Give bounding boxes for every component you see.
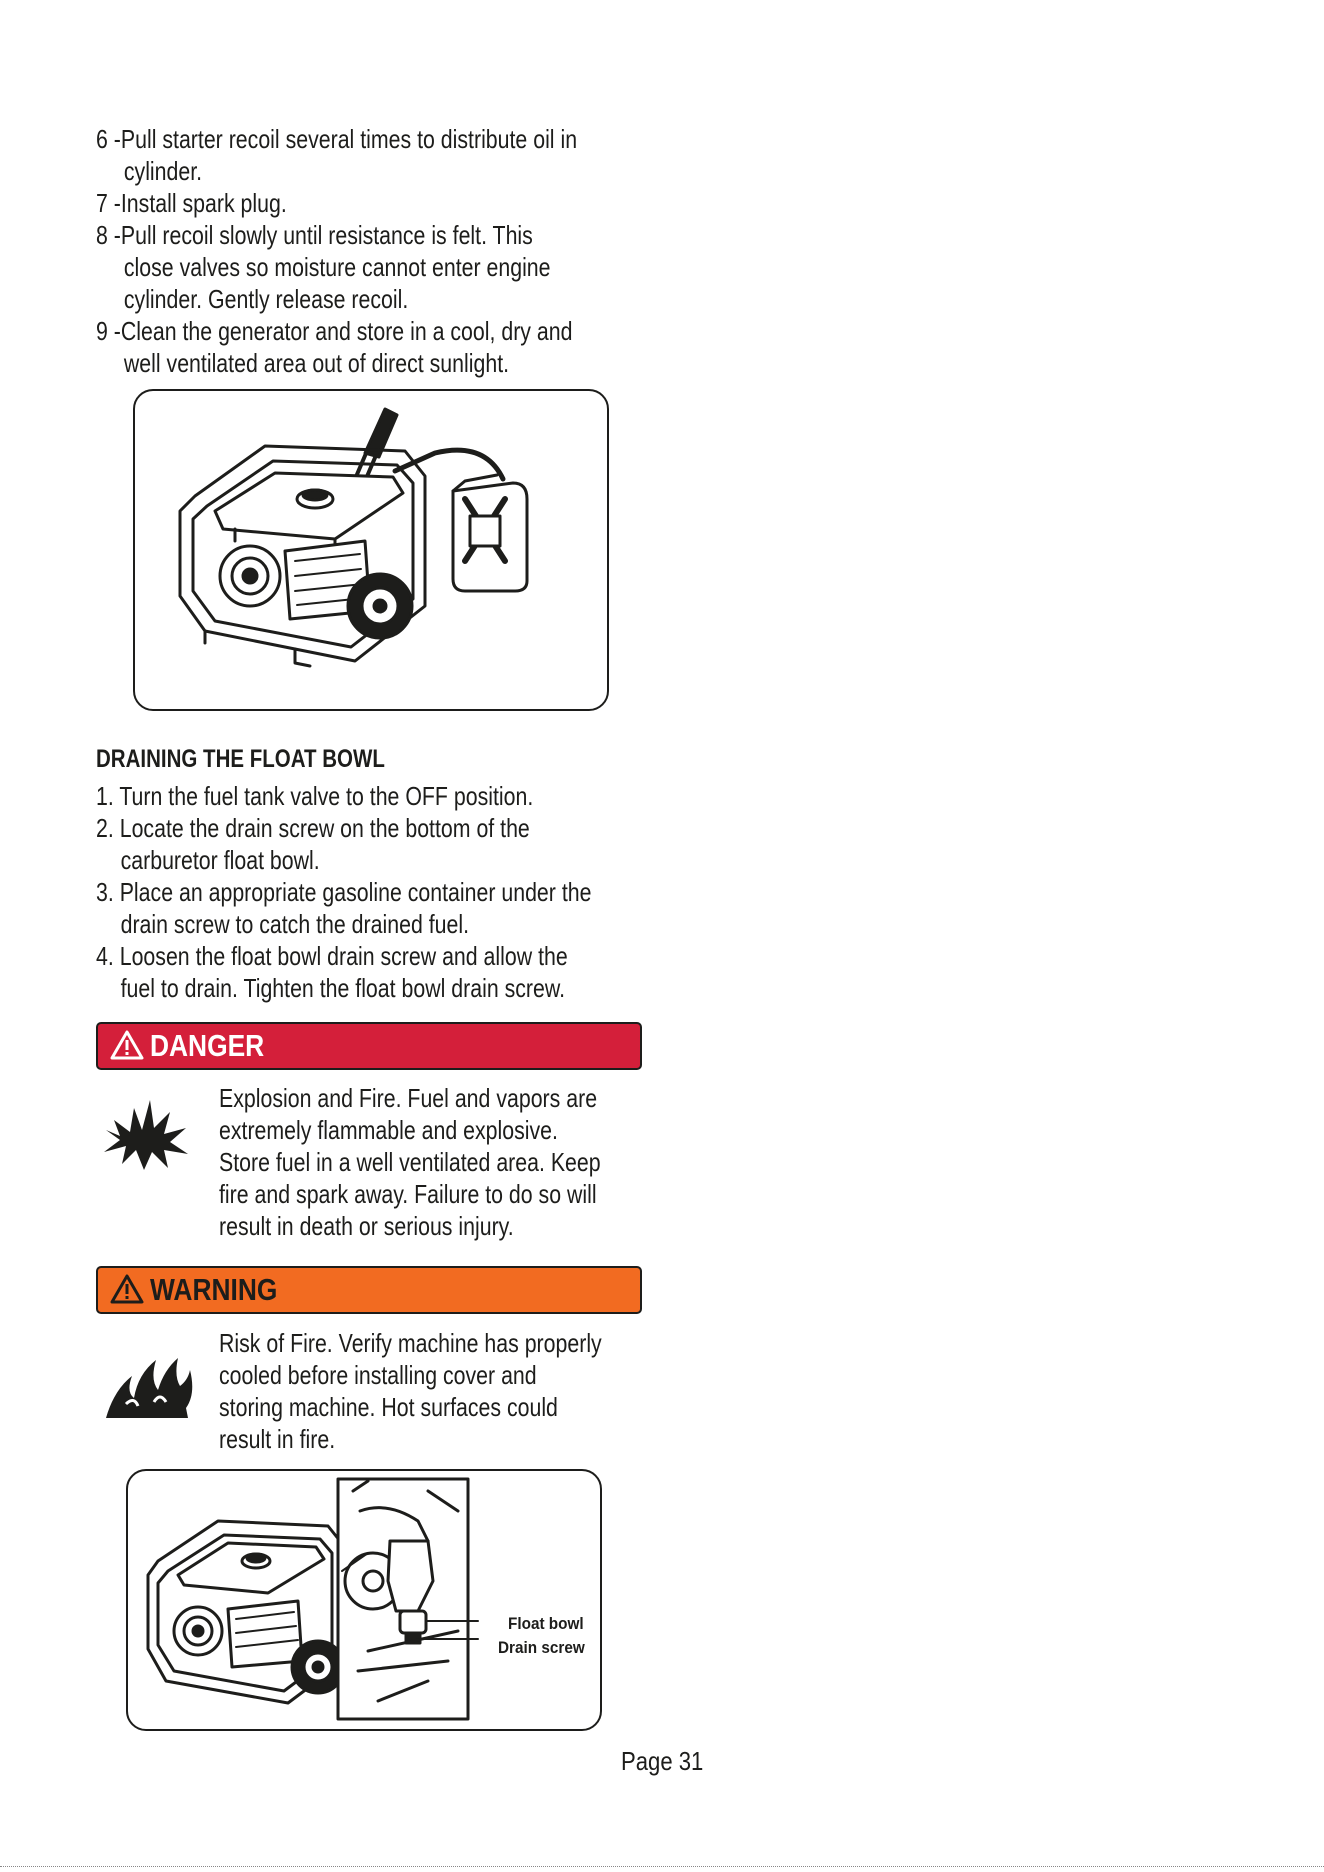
drain-step-3: 3. Place an appropriate gasoline container under the drain screw to catch the drained fuel. — [96, 877, 592, 939]
float-bowl-figure — [126, 1469, 602, 1731]
storage-step-8: 8 -Pull recoil slowly until resistance is felt. This close valves so moisture cannot enter engine cylinder. Gently release recoil. — [96, 220, 551, 314]
section-title: DRAINING THE FLOAT BOWL — [96, 745, 385, 773]
danger-text: Explosion and Fire. Fuel and vapors are extremely flammable and explosive. Store fuel in a well ventilated area. Keep fire and spark away. Failure to do so will result in death or serious injury. — [219, 1083, 601, 1241]
carburetor-drawing — [128, 1471, 600, 1729]
storage-step-6: 6 -Pull starter recoil several times to distribute oil in cylinder. — [96, 124, 578, 186]
storage-step-7: 7 -Install spark plug. — [96, 188, 287, 218]
danger-banner — [96, 1022, 642, 1070]
callout-float-bowl: Float bowl — [508, 1614, 584, 1633]
warning-banner — [96, 1266, 642, 1314]
page-number: Page 31 — [621, 1746, 704, 1776]
explosion-icon — [100, 1090, 192, 1174]
drain-step-4: 4. Loosen the float bowl drain screw and allow the fuel to drain. Tighten the float bowl drain screw. — [96, 941, 568, 1003]
callout-drain-screw: Drain screw — [498, 1638, 585, 1657]
drain-step-2: 2. Locate the drain screw on the bottom of the carburetor float bowl. — [96, 813, 530, 875]
danger-label: DANGER — [150, 1028, 265, 1063]
footer-divider — [0, 1866, 1324, 1867]
fire-icon — [104, 1340, 196, 1420]
drain-step-1: 1. Turn the fuel tank valve to the OFF position. — [96, 781, 534, 811]
warning-triangle-icon — [110, 1029, 144, 1061]
generator-drawing — [135, 391, 607, 709]
storage-step-9: 9 -Clean the generator and store in a cool, dry and well ventilated area out of direct sunlight. — [96, 316, 573, 378]
warning-triangle-icon — [110, 1273, 144, 1305]
warning-label: WARNING — [150, 1272, 278, 1307]
warning-text: Risk of Fire. Verify machine has properly cooled before installing cover and storing machine. Hot surfaces could result in fire. — [219, 1328, 602, 1454]
generator-fuel-can-figure — [133, 389, 609, 711]
